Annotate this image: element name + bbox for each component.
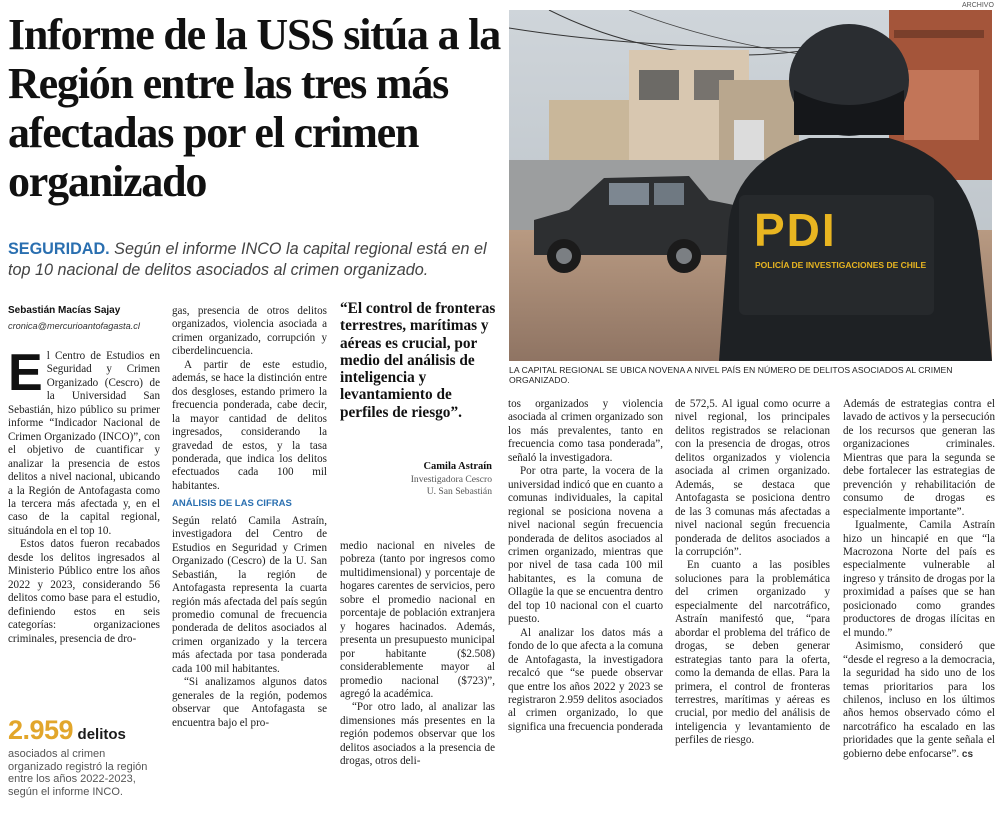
paragraph: Al analizar los datos más a fondo de lo que afecta a la comuna de Antofagasta, la investigadora recalcó que “se puede observar que entre los años 2022 y 2023 se registraron 2.959 delitos asociados al crimen organizado, lo que significa una frecuencia ponderada [508,626,663,733]
author-name: Sebastián Macías Sajay [8,305,121,316]
photo-illustration [509,10,992,361]
article-photo [509,10,992,361]
pull-quote-attribution [340,461,492,498]
paragraph-text: l Centro de Estudios en Seguridad y Crimen Organizado (Cescro) de la Universidad San Sebastián, hizo público su primer informe “Indicador Nacional de Crimen Organizado (INCO)”, con el objetivo de cuantificar y analizar la presencia de estos delitos a nivel nacional, ubicando a la Región de Antofagasta como la tercera más afectada y, en el caso de la capital regional, situándola en el top 10. [8,350,160,537]
paragraph: “Por otro lado, al analizar las dimensiones más presentes en la región podemos observar que los delitos asociados a la presencia de drogas, otros deli- [340,701,495,768]
body-column-2 [172,305,327,730]
stat-highlight [8,715,160,799]
quote-author-name: Camila Astraín [423,461,492,472]
pull-quote: “El control de fronteras terrestres, marítimas y aéreas es crucial, por medio del análisis de inteligencia y levantamiento de perfiles de riesgo”. [340,300,496,421]
stat-description: asociados al crimen organizado registró la región entre los años 2022-2023, según el informe INCO. [8,748,148,799]
drop-cap: E [8,344,43,402]
vest-subtext: POLICÍA DE INVESTIGACIONES DE CHILE [755,260,927,270]
photo-caption: LA CAPITAL REGIONAL SE UBICA NOVENA A NIVEL PAÍS EN NÚMERO DE DELITOS ASOCIADOS AL CRIMEN ORGANIZADO. [509,365,953,385]
body-column-1 [8,344,160,646]
paragraph: Estos datos fueron recabados desde los delitos ingresados al Ministerio Público entre los años 2022 y 2023, considerando 56 delitos como base para el estudio, definiendo estos en seis categorías: organizaciones criminales, presencia de dro- [8,538,160,645]
quote-author-role: Investigadora Cescro [410,474,492,485]
paragraph [843,640,995,761]
body-column-6 [843,398,995,761]
paragraph: tos organizados y violencia asociada al crimen organizado son los más prevalentes, tanto en frecuencia como tasa ponderada”, señaló la investigadora. [508,398,663,464]
byline [8,305,168,331]
section-kicker: SEGURIDAD. [8,240,110,258]
paragraph [8,344,160,538]
paragraph: En cuanto a las posibles soluciones para la problemática del crimen organizado y especialmente del narcotráfico, Astraín manifestó que, “para abordar el problema del tráfico de drogas, se deben generar estrategias tanto para la oferta, como la demanda de ellas. Para la primera, el control de fronteras terrestres, marítimas y aéreas es crucial, por medio del análisis de inteligencia y levantamiento de perfiles de riesgo. [675,559,830,747]
paragraph: Por otra parte, la vocera de la universidad indicó que en cuanto a comunas individuales, la capital regional se posiciona novena a nivel nacional según frecuencia ponderada de delitos asociados al crimen organizado, mientras que por nivel de tasa cada 100 mil habitantes, es la comuna de Ollagüe la que se encuentra dentro del top 10 nacional con el cuarto puesto. [508,465,663,626]
paragraph: Igualmente, Camila Astraín hizo un hincapié en que “la Macrozona Norte del país es especialmente vulnerable al ingreso y tránsito de drogas por la proximidad a países que se han posicionado como grandes productores de drogas ilícitas en el mundo.” [843,519,995,639]
body-column-5 [675,398,830,748]
deck-text: Según el informe INCO la capital regional está en el top 10 nacional de delitos asociados al crimen organizado. [8,240,487,279]
body-column-4 [508,398,663,734]
quote-author-affiliation: U. San Sebastián [426,486,492,497]
stat-unit: delitos [77,726,126,743]
paragraph-text: Asimismo, consideró que “desde el regreso a la democracia, la seguridad ha sido uno de los temas prioritarios para los chilenos, incluso en los últimos años hemos observado cómo el narcotráfico ha escalado en las prioridades que la gente señala el gobierno debe enfocarse”. [843,640,995,760]
paragraph: medio nacional en niveles de pobreza (tanto por ingresos como multidimensional) y porcentaje de hogares carentes de servicios, pero sobre el promedio nacional en porcentaje de población extranjera y hogares hacinados. Además, presenta un presupuesto municipal por habitante ($2.508) considerablemente mayor al promedio nacional ($723)”, agregó la académica. [340,540,495,700]
paragraph: “Si analizamos algunos datos generales de la región, podemos observar que Antofagasta se encuentra bajo el pro- [172,676,327,729]
paragraph: Además de estrategias contra el lavado de activos y la persecución de los recursos que generan las organizaciones criminales. Mientras que para la segunda se debe fortalecer las estrategias de prevención y rehabilitación de consumo de drogas es especialmente importante”. [843,398,995,518]
headline: Informe de la USS sitúa a la Región entre las tres más afectadas por el crimen organizado [8,10,500,206]
paragraph: Según relató Camila Astraín, investigadora del Centro de Estudios en Seguridad y Crimen Organizado (Cescro) de la U. San Sebastián, la región de Antofagasta representa la cuarta región más afectada del país según promedio comunal de frecuencia ponderada de delitos asociados al crimen organizado y la tercera más afectada por tasa ponderada cada 100 mil habitantes. [172,514,327,675]
paragraph: de 572,5. Al igual como ocurre a nivel regional, los principales delitos registrados se relacionan con la presencia de drogas, otros delitos organizados y violencia asociada al crimen organizado. Además, se destaca que Antofagasta se posiciona dentro de las 3 comunas más afectadas a nivel nacional según frecuencia ponderada de delitos asociados a la corrupción”. [675,398,830,558]
end-mark: cs [961,748,974,760]
photo-credit: ARCHIVO [962,2,994,9]
paragraph: gas, presencia de otros delitos organizados, violencia asociada a crimen organizado, corrupción y ciberdelincuencia. [172,305,327,358]
author-email: cronica@mercurioantofagasta.cl [8,321,140,331]
stat-number: 2.959 [8,715,74,745]
vest-text: PDI [754,204,837,256]
paragraph: A partir de este estudio, además, se hace la distinción entre dos desgloses, estando primero la frecuencia ponderada, cabe decir, la mayor cantidad de delitos ingresados, considerando la gravedad de estos, y la tasa ponderada, que indica los delitos efectuados cada 100 mil habitantes. [172,358,327,492]
deck [8,239,500,281]
body-column-3 [340,540,495,769]
subhead: ANÁLISIS DE LAS CIFRAS [172,498,292,510]
